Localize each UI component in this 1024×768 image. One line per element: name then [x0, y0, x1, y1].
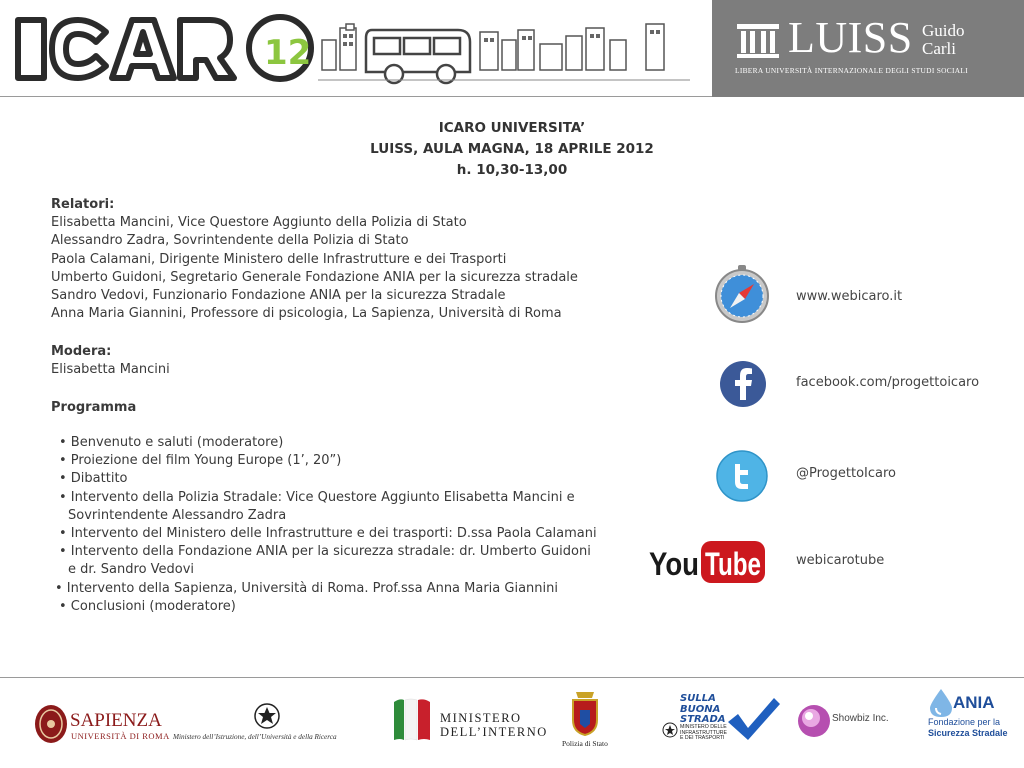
program-section	[51, 399, 136, 417]
facebook-icon[interactable]	[719, 360, 767, 408]
header-divider	[0, 96, 712, 97]
luiss-carli: Carli	[922, 39, 956, 58]
luiss-tagline: LIBERA UNIVERSITÀ INTERNAZIONALE DEGLI STUDI SOCIALI	[735, 66, 968, 75]
ania-drop-icon	[926, 688, 956, 718]
program-item: • Conclusioni (moderatore)	[59, 598, 236, 614]
youtube-channel[interactable]: webicarotube	[796, 553, 885, 568]
moderator-section	[51, 343, 170, 379]
program-item: • Dibattito	[59, 471, 128, 487]
sapienza-sub: UNIVERSITÀ DI ROMA	[71, 731, 170, 741]
youtube-icon[interactable]	[649, 539, 767, 585]
title-line-3: h. 10,30-13,00	[456, 162, 568, 178]
website-link[interactable]: www.webicaro.it	[796, 289, 903, 304]
polizia-crest-icon	[570, 690, 600, 736]
speakers-heading: Relatori:	[51, 197, 115, 212]
speaker-item: Elisabetta Mancini, Vice Questore Aggiunto della Polizia di Stato	[51, 215, 467, 231]
icaro-logo	[14, 10, 314, 86]
interno-line-1: MINISTERO	[440, 711, 522, 725]
youtube-tube: Tube	[705, 546, 761, 582]
ania-line-2: Sicurezza Stradale	[928, 727, 1008, 738]
facebook-link[interactable]: facebook.com/progettoicaro	[796, 375, 980, 390]
logo-number: 12	[264, 33, 312, 73]
buona-strada-title	[680, 694, 726, 726]
luiss-name: LUISS	[788, 13, 913, 62]
buona-strada-line-3: STRADA	[680, 714, 726, 725]
speakers-section	[51, 196, 578, 323]
youtube-you: You	[649, 546, 699, 582]
event-title	[312, 118, 712, 181]
checkmark-icon	[726, 696, 782, 742]
luiss-guido: Guido	[922, 21, 965, 40]
skyline-illustration	[318, 10, 690, 90]
moderator-heading: Modera:	[51, 344, 112, 359]
program-item: • Intervento della Polizia Stradale: Vice Questore Aggiunto Elisabetta Mancini e Sovrintendente Alessandro Zadra	[59, 489, 575, 523]
program-item: • Benvenuto e saluti (moderatore)	[59, 435, 284, 450]
moderator-name: Elisabetta Mancini	[51, 362, 170, 378]
speaker-item: Umberto Guidoni, Segretario Generale Fondazione ANIA per la sicurezza stradale	[51, 269, 578, 285]
program-list	[55, 434, 599, 616]
buona-strada-line-1: SULLA	[680, 693, 716, 704]
polizia-name: Polizia di Stato	[562, 739, 608, 748]
buona-strada-line-2: BUONA	[680, 703, 721, 715]
buona-strada-sub-2: INFRASTRUTTURE	[680, 729, 727, 736]
speaker-item: Alessandro Zadra, Sovrintendente della Polizia di Stato	[51, 233, 409, 249]
ania-line-1: Fondazione per la	[928, 717, 1001, 727]
title-line-1: ICARO UNIVERSITA’	[438, 120, 586, 136]
emblem-small-icon	[662, 721, 678, 739]
showbiz-logo-icon	[797, 704, 831, 738]
footer-divider	[0, 677, 1024, 678]
program-heading: Programma	[51, 400, 137, 415]
showbiz-name: Showbiz Inc.	[832, 713, 889, 724]
speaker-item: Sandro Vedovi, Funzionario Fondazione ANIA per la sicurezza Stradale	[51, 288, 506, 304]
ania-name: ANIA	[953, 693, 995, 712]
buona-strada-sub-1: MINISTERO DELLE	[680, 724, 727, 730]
miur-name: Ministero dell’Istruzione, dell’Università e della Ricerca	[173, 733, 337, 741]
title-line-2: LUISS, AULA MAGNA, 18 APRILE 2012	[370, 141, 654, 157]
interno-line-2: DELL’INTERNO	[440, 725, 548, 739]
program-item: • Intervento della Sapienza, Università di Roma. Prof.ssa Anna Maria Giannini	[55, 580, 558, 596]
program-item: • Intervento del Ministero delle Infrastrutture e dei trasporti: D.ssa Paola Calamani	[59, 526, 597, 542]
italian-flag-icon	[392, 696, 432, 742]
speaker-item: Anna Maria Giannini, Professore di psicologia, La Sapienza, Università di Roma	[51, 306, 562, 322]
italian-emblem-icon	[254, 703, 280, 729]
program-item: • Proiezione del film Young Europe (1’, 20”)	[59, 453, 342, 469]
buona-strada-sub-3: E DEI TRASPORTI	[680, 735, 725, 742]
speaker-item: Paola Calamani, Dirigente Ministero delle Infrastrutture e dei Trasporti	[51, 251, 507, 267]
twitter-handle[interactable]: @ProgettoIcaro	[796, 466, 896, 481]
twitter-icon[interactable]	[716, 450, 768, 502]
program-item: • Intervento della Fondazione ANIA per la sicurezza stradale: dr. Umberto Guidoni e dr. Sandro Vedovi	[59, 544, 591, 578]
ania-sub	[928, 717, 1008, 738]
sapienza-name: SAPIENZA	[70, 710, 162, 731]
safari-compass-icon[interactable]	[714, 265, 770, 323]
sapienza-seal-icon	[34, 704, 68, 744]
buona-strada-sub	[680, 725, 727, 742]
column-icon	[735, 20, 781, 60]
header	[0, 0, 1024, 97]
